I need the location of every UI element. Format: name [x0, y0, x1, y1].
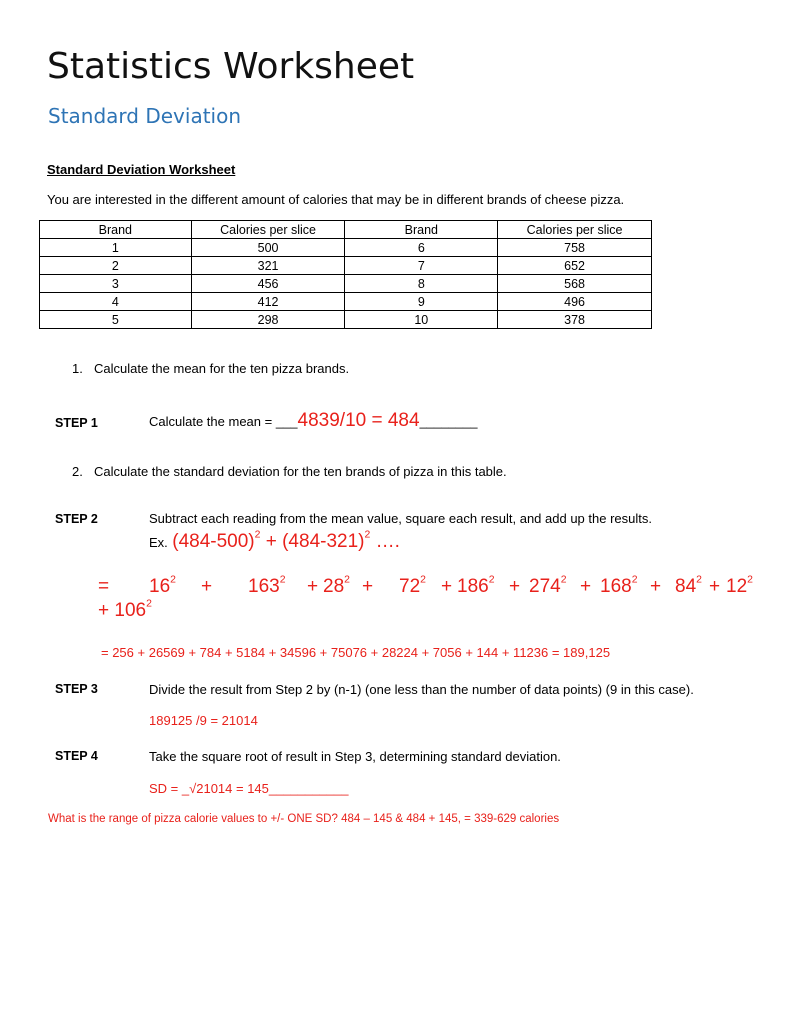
squared-term: $274^2$ [529, 574, 567, 597]
table-row [40, 275, 652, 293]
table-header-row [40, 221, 652, 239]
table-header-cell: Calories per slice [191, 221, 345, 239]
example-term-a: (484-500) [172, 531, 255, 552]
table-cell: 652 [498, 257, 652, 275]
table-header-cell: Brand [345, 221, 498, 239]
table-header-cell: Calories per slice [498, 221, 652, 239]
table-cell: 2 [40, 257, 192, 275]
plus-sign: + [580, 576, 592, 597]
squared-term: $12^2$ [726, 574, 753, 597]
table-cell: 500 [191, 239, 345, 257]
calories-table [39, 220, 652, 329]
step-2-label: STEP 2 [55, 512, 98, 526]
table-cell: 4 [40, 293, 192, 311]
squared-term: $28^2$ [323, 574, 350, 597]
table-cell: 10 [345, 311, 498, 329]
table-cell: 378 [498, 311, 652, 329]
step-1-label: STEP 1 [55, 416, 98, 430]
step-4-label: STEP 4 [55, 749, 98, 763]
example-prefix: Ex. [149, 535, 168, 550]
step-1-answer: 4839/10 = 484 [297, 410, 420, 431]
table-cell: 321 [191, 257, 345, 275]
intro-text: You are interested in the different amount of calories that may be in different brands of cheese pizza. [47, 192, 625, 207]
table-row [40, 311, 652, 329]
squared-term-last: + $106^2$ [98, 598, 152, 621]
exponent: 2 [364, 529, 371, 541]
plus-sign: + [307, 576, 319, 597]
question-1-number: 1. [72, 361, 83, 376]
squared-term: $168^2$ [600, 574, 638, 597]
page-subtitle: Standard Deviation [48, 104, 242, 128]
range-question: What is the range of pizza calorie values to +/- ONE SD? 484 – 145 & 484 + 145, = 339-629 calories [48, 813, 560, 825]
squared-term: $186^2$ [457, 574, 495, 597]
step-1-prefix: Calculate the mean = ___ [149, 414, 298, 429]
table-cell: 412 [191, 293, 345, 311]
step-2-example [149, 531, 400, 553]
table-cell: 1 [40, 239, 192, 257]
table-row [40, 293, 652, 311]
step-1-suffix: ________ [419, 414, 478, 429]
squared-term: $72^2$ [399, 574, 426, 597]
section-heading: Standard Deviation Worksheet [47, 162, 236, 177]
table-row [40, 239, 652, 257]
plus-sign: + [201, 576, 213, 597]
example-plus: + [260, 531, 283, 552]
equals-sign: = [98, 576, 110, 597]
example-term-b: (484-321) [282, 531, 365, 552]
table-row [40, 257, 652, 275]
table-cell: 8 [345, 275, 498, 293]
squared-term: $16^2$ [149, 574, 176, 597]
plus-sign: + [709, 576, 721, 597]
step-1-line [149, 410, 477, 432]
step-4-text: Take the square root of result in Step 3, determining standard deviation. [149, 749, 561, 764]
example-expression [172, 531, 400, 552]
exponent: 2 [254, 529, 261, 541]
plus-sign: + [362, 576, 374, 597]
table-cell: 3 [40, 275, 192, 293]
plus-sign: + [509, 576, 521, 597]
plus-sign: + [650, 576, 662, 597]
step-2-text: Subtract each reading from the mean value, square each result, and add up the results. [149, 511, 652, 526]
table-cell: 568 [498, 275, 652, 293]
question-2-text: Calculate the standard deviation for the ten brands of pizza in this table. [94, 464, 507, 479]
step-3-label: STEP 3 [55, 682, 98, 696]
table-cell: 5 [40, 311, 192, 329]
step-4-answer: SD = _√21014 = 145___________ [149, 781, 349, 796]
table-header-cell: Brand [40, 221, 192, 239]
squared-term: $84^2$ [675, 574, 702, 597]
step-3-answer: 189125 /9 = 21014 [149, 713, 258, 728]
plus-sign: + [441, 576, 453, 597]
table-cell: 7 [345, 257, 498, 275]
table-cell: 496 [498, 293, 652, 311]
page-title: Statistics Worksheet [47, 46, 415, 87]
table-cell: 9 [345, 293, 498, 311]
question-1-text: Calculate the mean for the ten pizza brands. [94, 361, 350, 376]
example-tail: …. [370, 531, 400, 552]
table-cell: 456 [191, 275, 345, 293]
squared-term: $163^2$ [248, 574, 286, 597]
table-cell: 6 [345, 239, 498, 257]
question-2-number: 2. [72, 464, 83, 479]
table-cell: 758 [498, 239, 652, 257]
step-3-text: Divide the result from Step 2 by (n-1) (one less than the number of data points) (9 in this case). [149, 682, 694, 697]
table-cell: 298 [191, 311, 345, 329]
step-2-sum-line: = 256 + 26569 + 784 + 5184 + 34596 + 75076 + 28224 + 7056 + 144 + 11236 = 189,125 [101, 645, 611, 660]
